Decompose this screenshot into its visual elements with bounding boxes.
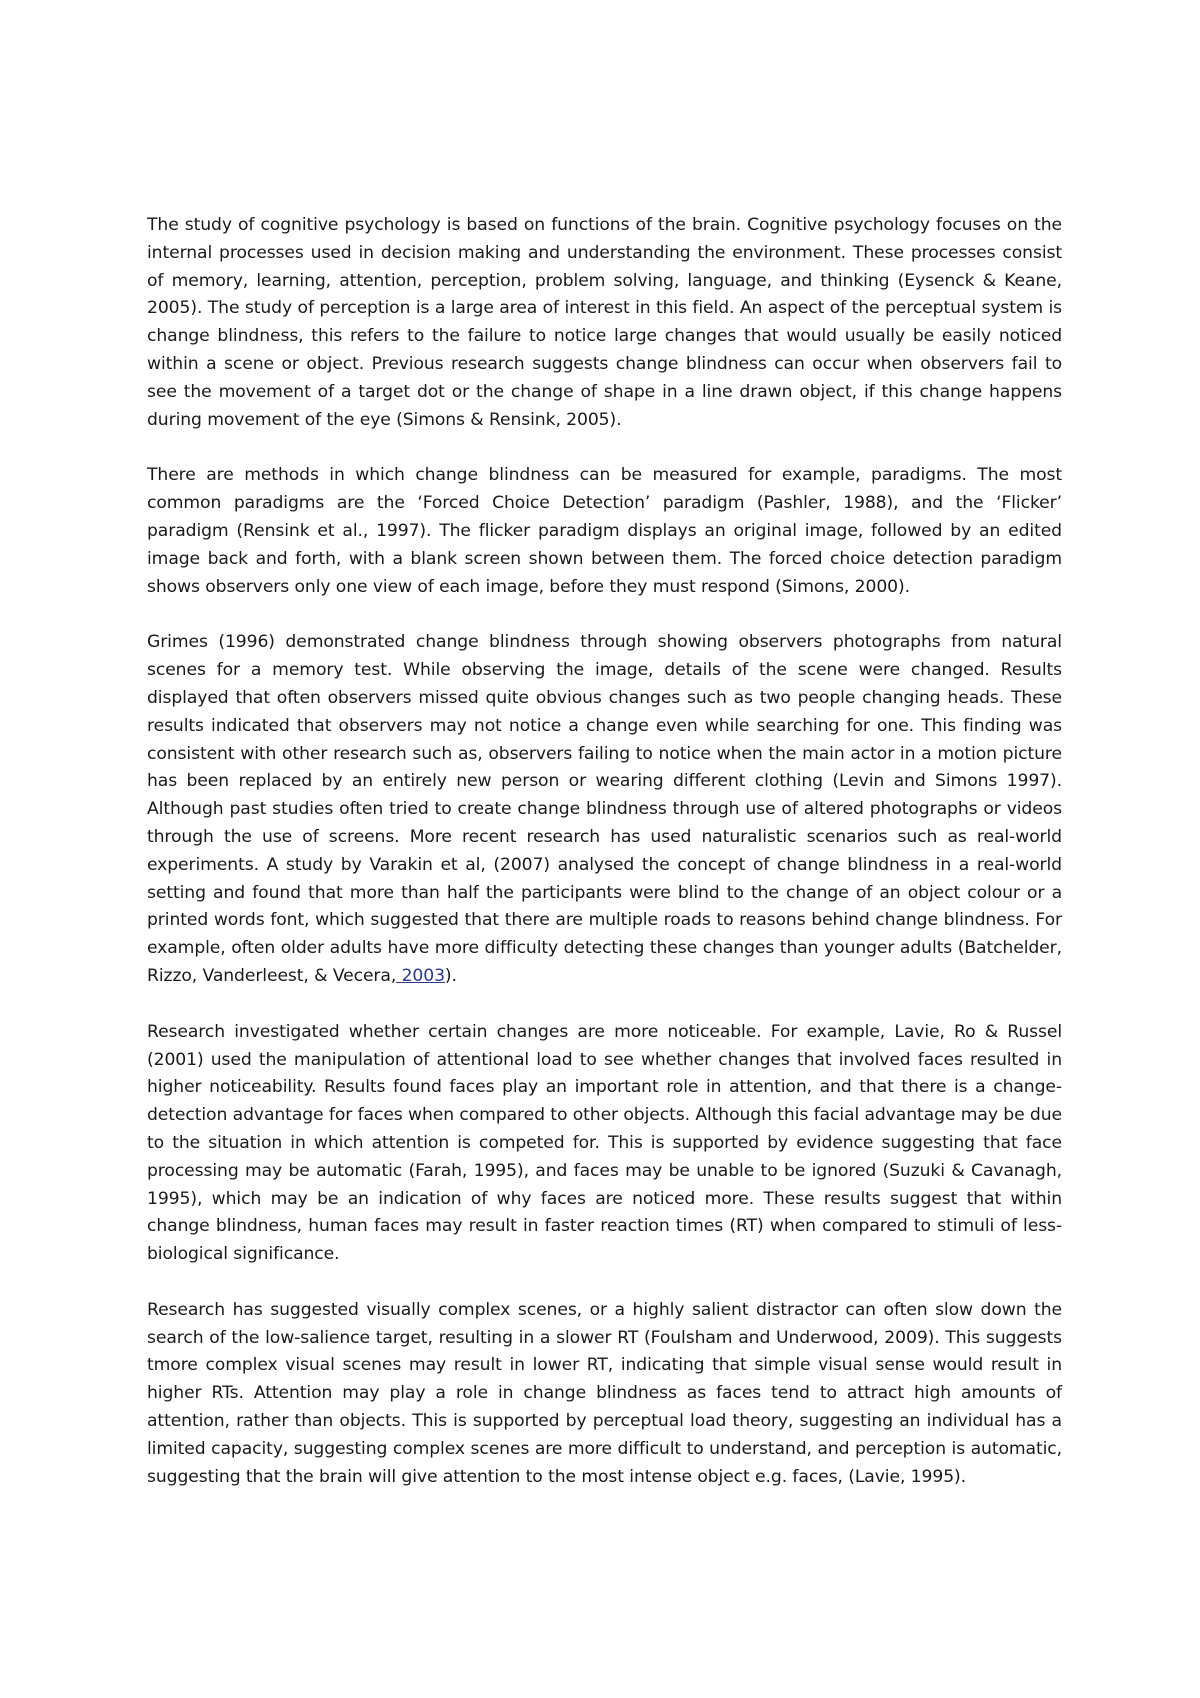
paragraph-introduction: The study of cognitive psychology is based on functions of the brain. Cognitive psychology focuses on the internal processes used in decision making and understanding the environment. These processes consist of memory, learning, attention, perception, problem solving, language, and thinking (Eysenck & Keane, 2005). The study of perception is a large area of interest in this field. An aspect of the perceptual system is change blindness, this refers to the failure to notice large changes that would usually be easily noticed within a scene or object. Previous research suggests change blindness can occur when observers fail to see the movement of a target dot or the change of shape in a line drawn object, if this change happens during movement of the eye (Simons & Rensink, 2005).: [147, 215, 1062, 430]
citation-link-2003[interactable]: 2003: [396, 965, 445, 986]
paragraph-grimes-text: Grimes (1996) demonstrated change blindness through showing observers photographs from natural scenes for a memory test. While observing the image, details of the scene were changed. Results displayed that often observers missed quite obvious changes such as two people changing heads. These results indicated that observers may not notice a change even while searching for one. This finding was consistent with other research such as, observers failing to notice when the main actor in a motion picture has been replaced by an entirely new person or wearing different clothing (Levin and Simons 1997). Although past studies often tried to create change blindness through use of altered photographs or videos through the use of screens. More recent research has used naturalistic scenarios such as real-world experiments. A study by Varakin et al, (2007) analysed the concept of change blindness in a real-world setting and found that more than half the participants were blind to the change of an object colour or a printed words font, which suggested that there are multiple roads to reasons behind change blindness. For example, often older adults have more difficulty detecting these changes than younger adults (Batchelder, Rizzo, Vanderleest, & Vecera,: [147, 632, 1062, 986]
paragraph-faces-research: Research investigated whether certain changes are more noticeable. For example, Lavie, Ro & Russel (2001) used the manipulation of attentional load to see whether changes that involved faces resulted in higher noticeability. Results found faces play an important role in attention, and that there is a change-detection advantage for faces when compared to other objects. Although this facial advantage may be due to the situation in which attention is competed for. This is supported by evidence suggesting that face processing may be automatic (Farah, 1995), and faces may be unable to be ignored (Suzuki & Cavanagh, 1995), which may be an indication of why faces are noticed more. These results suggest that within change blindness, human faces may result in faster reaction times (RT) when compared to stimuli of less-biological significance.: [147, 1021, 1062, 1265]
document-page: [147, 212, 1062, 1491]
paragraph-grimes: [147, 629, 1062, 990]
paragraph-grimes-tail: ).: [444, 965, 457, 986]
paragraph-paradigms: There are methods in which change blindness can be measured for example, paradigms. The most common paradigms are the ‘Forced Choice Detection’ paradigm (Pashler, 1988), and the ‘Flicker’ paradigm (Rensink et al., 1997). The flicker paradigm displays an original image, followed by an edited image back and forth, with a blank screen shown between them. The forced choice detection paradigm shows observers only one view of each image, before they must respond (Simons, 2000).: [147, 465, 1062, 597]
paragraph-visual-complexity: Research has suggested visually complex scenes, or a highly salient distractor can often slow down the search of the low-salience target, resulting in a slower RT (Foulsham and Underwood, 2009). This suggests tmore complex visual scenes may result in lower RT, indicating that simple visual sense would result in higher RTs. Attention may play a role in change blindness as faces tend to attract high amounts of attention, rather than objects. This is supported by perceptual load theory, suggesting an individual has a limited capacity, suggesting complex scenes are more difficult to understand, and perception is automatic, suggesting that the brain will give attention to the most intense object e.g. faces, (Lavie, 1995).: [147, 1299, 1062, 1487]
